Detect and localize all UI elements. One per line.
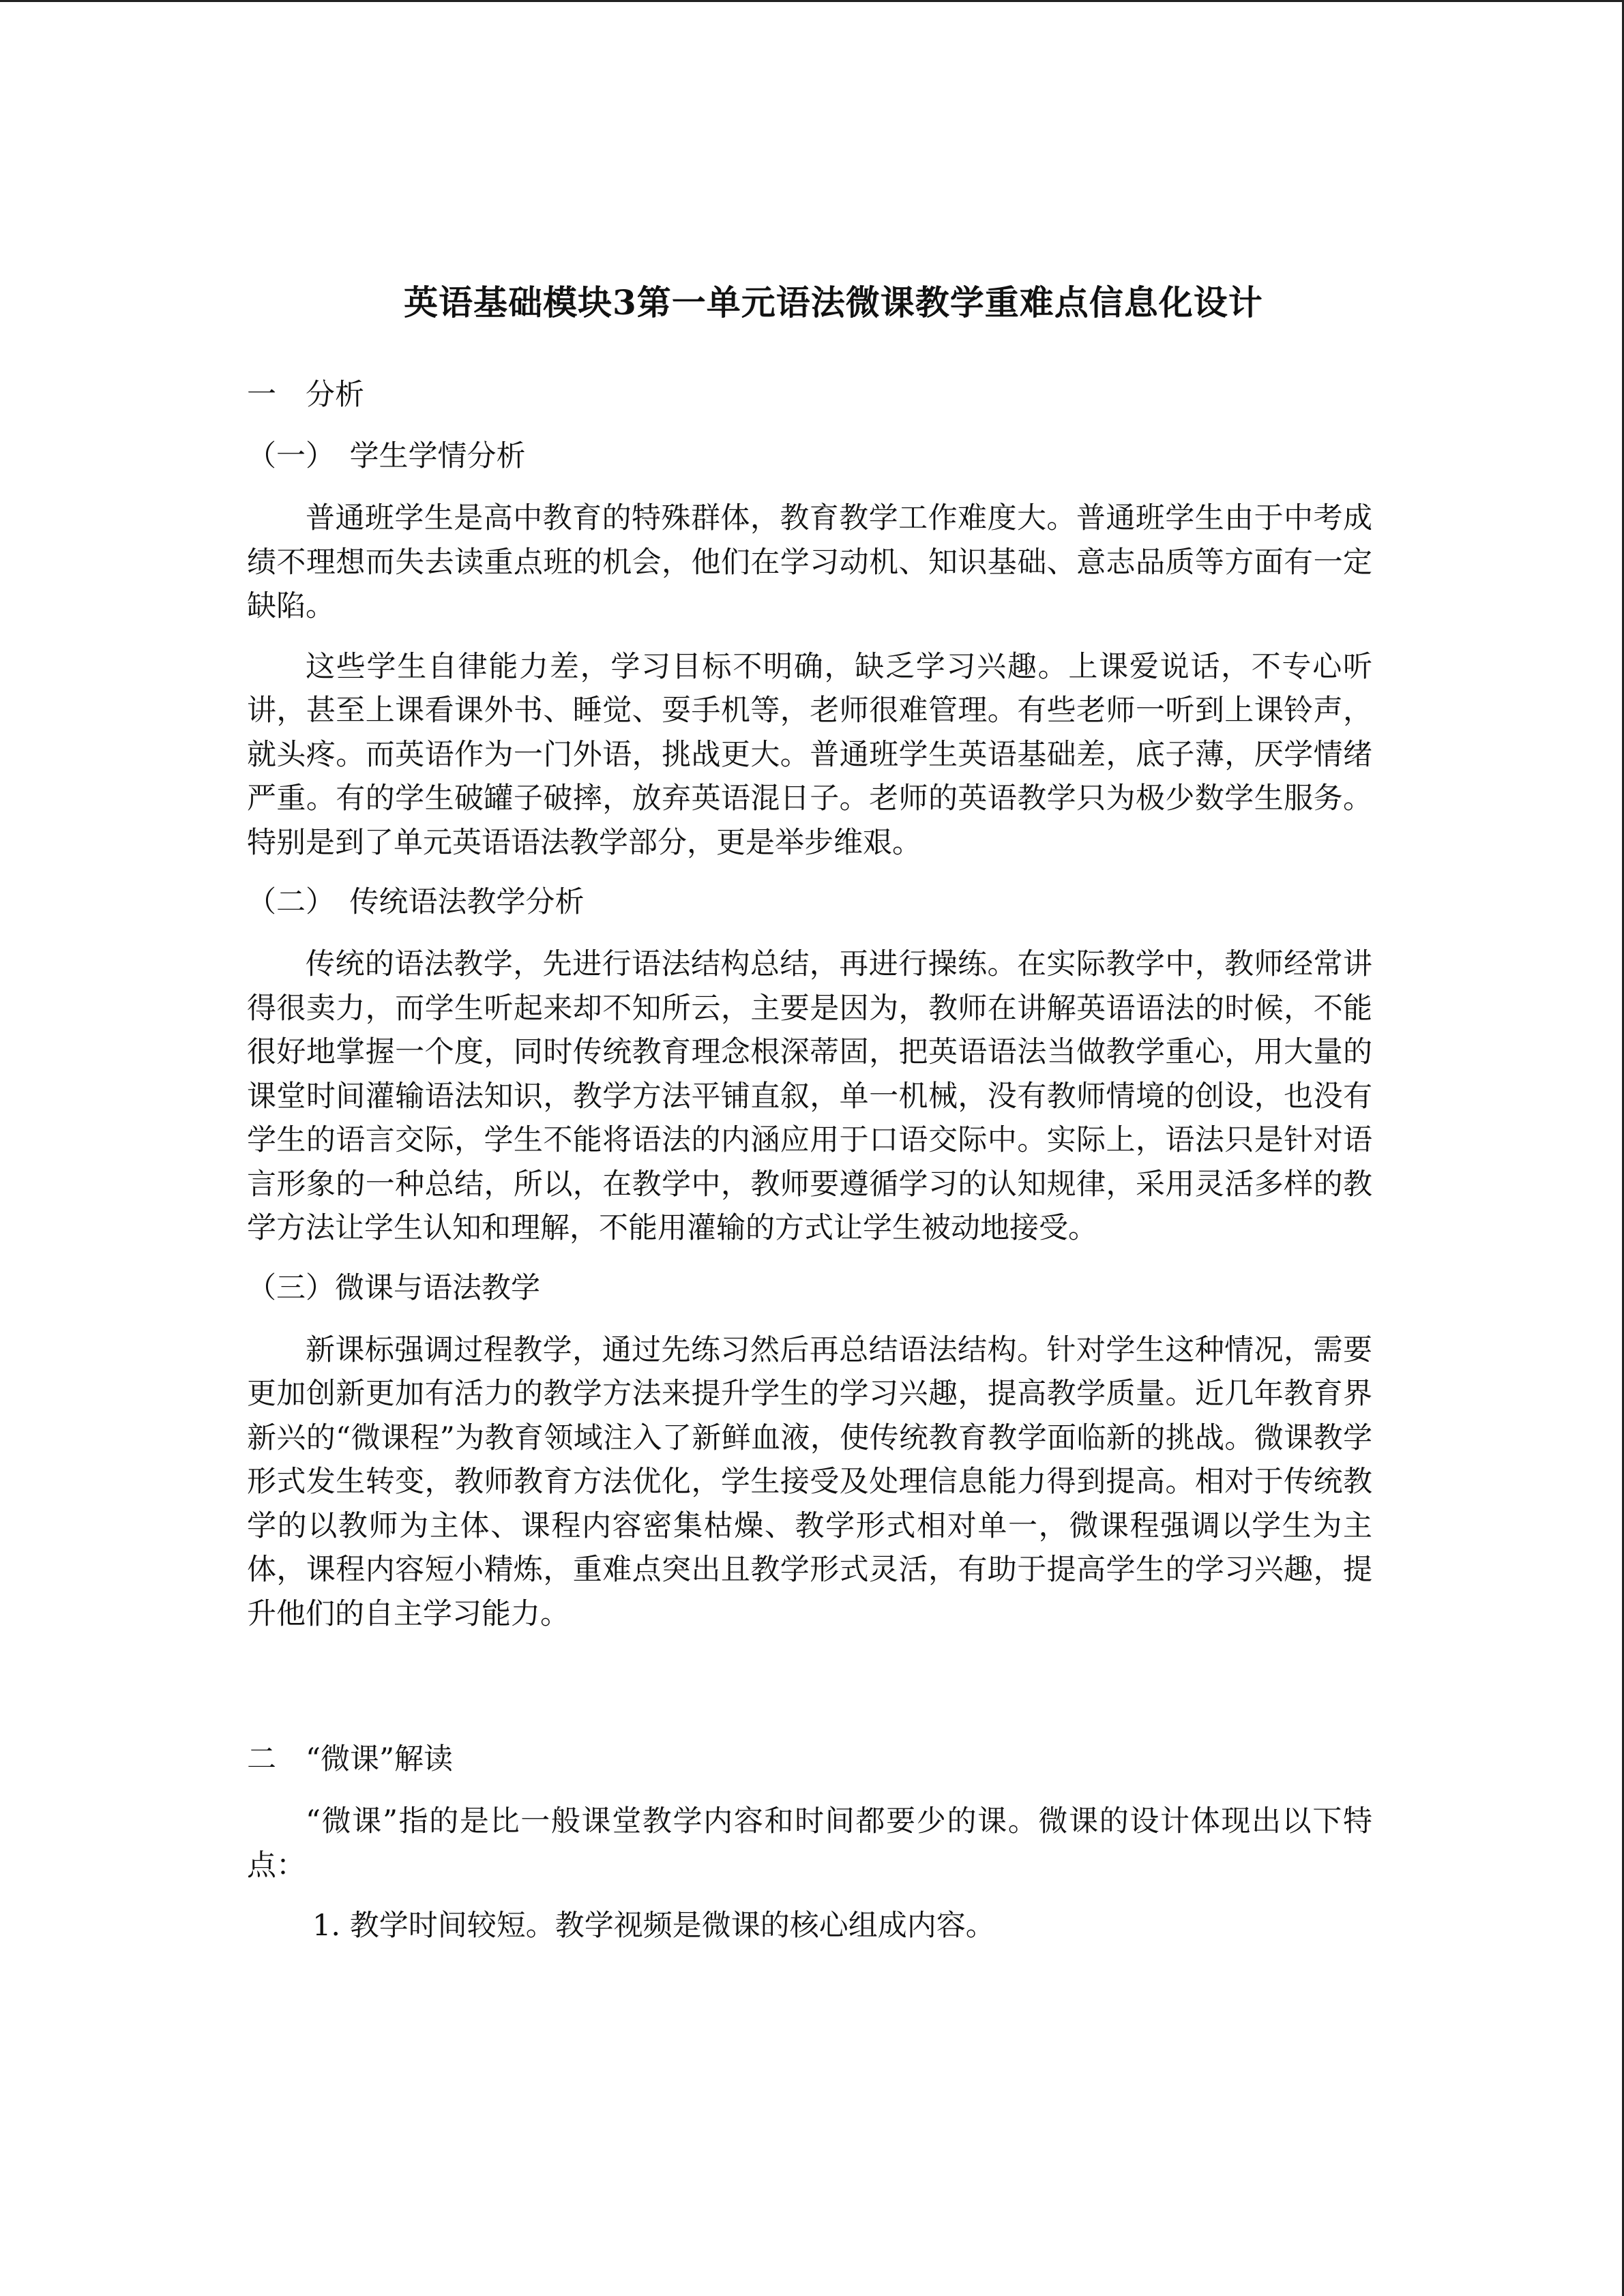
subsection-heading-microlesson-grammar: （三）微课与语法教学	[247, 1270, 540, 1305]
subsection-heading-student-analysis: （一） 学生学情分析	[247, 439, 526, 473]
section-heading-analysis: 一 分析	[247, 378, 364, 412]
document-body	[247, 273, 1372, 1948]
subsection-heading-traditional-grammar: （二） 传统语法教学分析	[247, 885, 585, 919]
paragraph: 新课标强调过程教学，通过先练习然后再总结语法结构。针对学生这种情况，需要更加创新更加有活力的教学方法来提升学生的学习兴趣，提高教学质量。近几年教育界新兴的“微课程”为教育领域注入了新鲜血液，使传统教育教学面临新的挑战。微课教学形式发生转变，教师教育方法优化，学生接受及处理信息能力得到提高。相对于传统教学的以教师为主体、课程内容密集枯燥、教学形式相对单一，微课程强调以学生为主体，课程内容短小精炼，重难点突出且教学形式灵活，有助于提高学生的学习兴趣，提升他们的自主学习能力。	[247, 1332, 1372, 1631]
paragraph: 普通班学生是高中教育的特殊群体，教育教学工作难度大。普通班学生由于中考成绩不理想而失去读重点班的机会，他们在学习动机、知识基础、意志品质等方面有一定缺陷。	[247, 501, 1372, 623]
document-title: 英语基础模块3第一单元语法微课教学重难点信息化设计	[404, 282, 1263, 323]
paragraph: 这些学生自律能力差，学习目标不明确，缺乏学习兴趣。上课爱说话，不专心听讲，甚至上课看课外书、睡觉、耍手机等，老师很难管理。有些老师一听到上课铃声，就头疼。而英语作为一门外语，挑战更大。普通班学生英语基础差，底子薄，厌学情绪严重。有的学生破罐子破摔，放弃英语混日子。老师的英语教学只为极少数学生服务。特别是到了单元英语语法教学部分，更是举步维艰。	[247, 649, 1372, 860]
paragraph: 传统的语法教学，先进行语法结构总结，再进行操练。在实际教学中，教师经常讲得很卖力，而学生听起来却不知所云，主要是因为，教师在讲解英语语法的时候，不能很好地掌握一个度，同时传统教育理念根深蒂固，把英语语法当做教学重心，用大量的课堂时间灌输语法知识，教学方法平铺直叙，单一机械，没有教师情境的创设，也没有学生的语言交际，学生不能将语法的内涵应用于口语交际中。实际上，语法只是针对语言形象的一种总结，所以，在教学中，教师要遵循学习的认知规律，采用灵活多样的教学方法让学生认知和理解，不能用灌输的方式让学生被动地接受。	[247, 947, 1372, 1245]
paragraph: “微课”指的是比一般课堂教学内容和时间都要少的课。微课的设计体现出以下特点：	[247, 1804, 1372, 1883]
section-heading-microlesson-interpretation: 二 “微课”解读	[247, 1742, 453, 1776]
list-item: 1. 教学时间较短。教学视频是微课的核心组成内容。	[312, 1909, 995, 1943]
